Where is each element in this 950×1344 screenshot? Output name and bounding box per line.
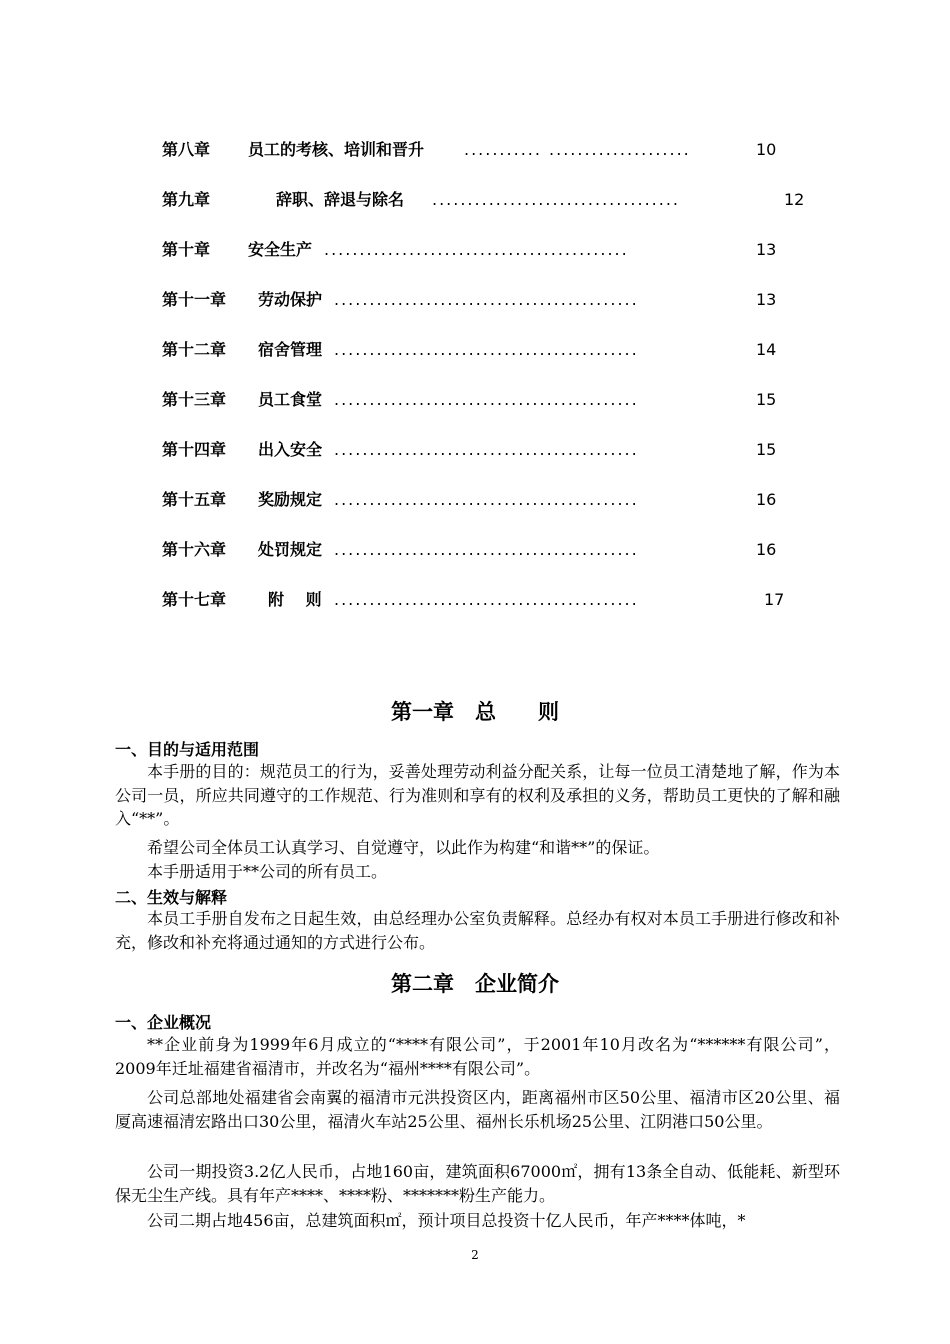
- toc-chapter: 第九章: [162, 190, 211, 209]
- paragraph: 公司一期投资3.2亿人民币，占地160亩，建筑面积67000㎡，拥有13条全自动、低能耗、新型环保无尘生产线。具有年产****、****粉、*******粉生产能力。: [115, 1162, 840, 1205]
- section-heading: 二、生效与解释: [115, 888, 228, 907]
- chapter-1-title: 第一章 总 则: [391, 700, 559, 724]
- paragraph: 希望公司全体员工认真学习、自觉遵守，以此作为构建“和谐**”的保证。: [147, 838, 660, 857]
- toc-entry[interactable]: [162, 237, 812, 263]
- toc-entry[interactable]: [162, 537, 812, 563]
- toc-page: 13: [756, 290, 777, 309]
- paragraph: 本手册适用于**公司的所有员工。: [147, 862, 388, 881]
- toc-title: 辞职、辞退与除名: [276, 190, 405, 209]
- toc-page: 17: [764, 590, 785, 609]
- toc-page: 16: [756, 540, 777, 559]
- toc-page: 15: [756, 390, 777, 409]
- toc-dots: ...........................................: [324, 240, 629, 259]
- toc-dots: ...........................................: [334, 340, 639, 359]
- paragraph: 本手册的目的：规范员工的行为，妥善处理劳动利益分配关系，让每一位员工清楚地了解，作为本公司一员，所应共同遵守的工作规范、行为准则和享有的权利及承担的义务，帮助员工更快的了解和融入“**”。: [115, 762, 840, 828]
- toc-chapter: 第十三章: [162, 390, 227, 409]
- toc-entry[interactable]: [162, 487, 812, 513]
- toc-chapter: 第十五章: [162, 490, 227, 509]
- toc-page: 16: [756, 490, 777, 509]
- paragraph: 公司二期占地456亩，总建筑面积㎡，预计项目总投资十亿人民币，年产****体吨，*: [147, 1211, 746, 1230]
- toc-dots: ...................................: [432, 190, 681, 209]
- toc-entry[interactable]: [162, 387, 812, 413]
- toc-title: 奖励规定: [258, 490, 323, 509]
- paragraph: 本员工手册自发布之日起生效，由总经理办公室负责解释。总经办有权对本员工手册进行修改和补充，修改和补充将通过通知的方式进行公布。: [115, 909, 840, 952]
- toc-entry[interactable]: [162, 187, 812, 213]
- section-heading: 一、目的与适用范围: [115, 740, 260, 759]
- toc-entry[interactable]: [162, 587, 812, 613]
- toc-dots: ...........................................: [334, 540, 639, 559]
- toc-dots: ...........................................: [334, 590, 639, 609]
- toc-dots: ...........................................: [334, 290, 639, 309]
- toc-page: 10: [756, 140, 777, 159]
- paragraph: **企业前身为1999年6月成立的“****有限公司”，于2001年10月改名为“******有限公司”，2009年迁址福建省福清市，并改名为“福州****有限公司”。: [115, 1035, 840, 1078]
- toc-chapter: 第十二章: [162, 340, 227, 359]
- toc-title: 安全生产: [248, 240, 313, 259]
- chapter-2-title: 第二章 企业简介: [391, 972, 559, 996]
- section-heading: 一、企业概况: [115, 1013, 212, 1032]
- toc-page: 13: [756, 240, 777, 259]
- toc-page: 15: [756, 440, 777, 459]
- toc-entry[interactable]: [162, 137, 812, 163]
- toc-chapter: 第十一章: [162, 290, 227, 309]
- toc-dots: ...........................................: [334, 390, 639, 409]
- toc-title: 出入安全: [258, 440, 323, 459]
- toc-page: 14: [756, 340, 777, 359]
- toc-entry[interactable]: [162, 287, 812, 313]
- toc-chapter: 第十七章: [162, 590, 227, 609]
- toc-title: 处罚规定: [258, 540, 323, 559]
- toc-entry[interactable]: [162, 437, 812, 463]
- toc-dots: ........... ....................: [464, 140, 691, 159]
- page-number: 2: [471, 1248, 479, 1262]
- toc-title: 劳动保护: [258, 290, 323, 309]
- toc-title: 宿舍管理: [258, 340, 323, 359]
- toc-title: 员工的考核、培训和晋升: [248, 140, 425, 159]
- table-of-contents: [162, 137, 812, 637]
- toc-chapter: 第十章: [162, 240, 211, 259]
- toc-chapter: 第八章: [162, 140, 211, 159]
- toc-title: 附 则: [268, 590, 322, 609]
- toc-entry[interactable]: [162, 337, 812, 363]
- toc-page: 12: [784, 190, 805, 209]
- toc-chapter: 第十四章: [162, 440, 227, 459]
- toc-chapter: 第十六章: [162, 540, 227, 559]
- toc-dots: ...........................................: [334, 490, 639, 509]
- paragraph: 公司总部地处福建省会南翼的福清市元洪投资区内，距离福州市区50公里、福清市区20公里、福厦高速福清宏路出口30公里，福清火车站25公里、福州长乐机场25公里、江阴港口50公里。: [115, 1088, 840, 1131]
- toc-title: 员工食堂: [258, 390, 323, 409]
- toc-dots: ...........................................: [334, 440, 639, 459]
